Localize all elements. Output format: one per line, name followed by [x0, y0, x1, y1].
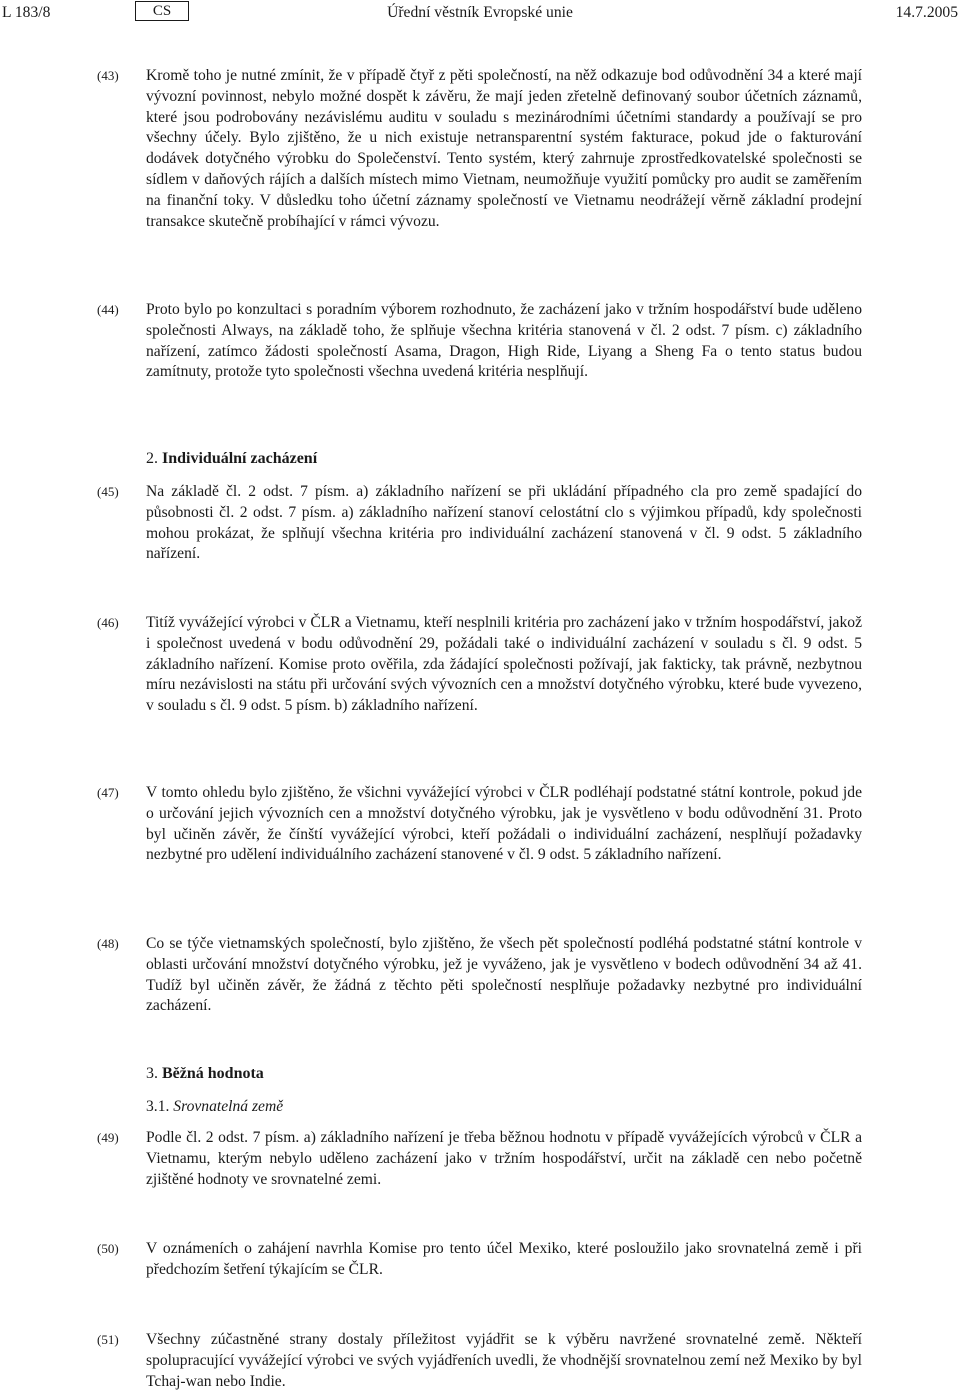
- paragraph-number: (44): [97, 302, 119, 317]
- language-badge: CS: [135, 1, 189, 21]
- paragraph-number: (50): [97, 1241, 119, 1256]
- page-header: [0, 0, 960, 24]
- paragraph-text: Kromě toho je nutné zmínit, že v případě čtyř z pěti společností, na něž odkazuje bod odůvodnění 34 a které mají vývozní povinnost, nebylo možné dospět k závěru, že mají jeden zřetelně definovaný soubor účetních záznamů, které jsou podrobovány nezávislému auditu v souladu s mezinárodními účetními standardy a používají se pro všechny účely. Bylo zjištěno, že u nich existuje netransparentní systém fakturace, pokud jde o fakturování dodávek dotyčného výrobku do Společenství. Tento systém, který zahrnuje zprostředkovatelské společnosti se sídlem v daňových rájích a dalších místech mimo Vietnam, neumožňuje využití pomůcky pro audit se zaměřením na finanční toky. V důsledku toho účetní záznamy společností ve Vietnamu neodrážejí věrně základní prodejní transakce skutečně probíhající v rámci vývozu.: [146, 67, 862, 230]
- journal-title: Úřední věstník Evropské unie: [387, 4, 573, 21]
- paragraph-text: V oznámeních o zahájení navrhla Komise pro tento účel Mexiko, které posloužilo jako srovnatelná země i při předchozím šetření týkajícím se ČLR.: [146, 1240, 862, 1278]
- section-heading-3: [146, 1065, 264, 1083]
- heading-title: Srovnatelná země: [173, 1098, 284, 1115]
- paragraph-44: [0, 300, 960, 383]
- paragraph-number: (47): [97, 785, 119, 800]
- paragraph-number: (45): [97, 484, 119, 499]
- paragraph-number: (51): [97, 1332, 119, 1347]
- heading-title: Individuální zacházení: [162, 450, 318, 467]
- heading-title: Běžná hodnota: [162, 1065, 264, 1082]
- subsection-heading-3-1: [146, 1098, 283, 1116]
- publication-date: 14.7.2005: [895, 4, 958, 21]
- paragraph-text: Podle čl. 2 odst. 7 písm. a) základního nařízení je třeba běžnou hodnotu v případě vyvážejících výrobců v ČLR a Vietnamu, kterým nebylo uděleno zacházení jako v tržním hospodářství, určit na základě cen nebo početně zjištěné hodnoty ve srovnatelné zemi.: [146, 1129, 862, 1188]
- paragraph-text: Na základě čl. 2 odst. 7 písm. a) základního nařízení se při ukládání případného cla pro země spadající do působnosti čl. 2 odst. 7 písm. a) základního nařízení stanoví celostátní clo s výjimkou případů, kdy společnosti mohou prokázat, že splňují všechna kritéria pro individuální zacházení stanovená v čl. 9 odst. 5 základního nařízení.: [146, 483, 862, 563]
- paragraph-48: [0, 934, 960, 1017]
- paragraph-43: [0, 66, 960, 232]
- heading-number: 3.: [146, 1065, 158, 1082]
- heading-number: 2.: [146, 450, 158, 467]
- paragraph-51: [0, 1330, 960, 1392]
- paragraph-49: [0, 1128, 960, 1190]
- paragraph-text: Proto bylo po konzultaci s poradním výborem rozhodnuto, že zacházení jako v tržním hospodářství bude uděleno společnosti Always, na základě toho, že splňuje všechna kritéria stanovená v čl. 2 odst. 7 písm. c) základního nařízení, zatímco žádosti společností Asama, Dragon, High Ride, Liyang a Sheng Fa o tento status budou zamítnuty, protože tyto společnosti všechna uvedená kritéria nesplňují.: [146, 301, 862, 381]
- paragraph-text: V tomto ohledu bylo zjištěno, že všichni vyvážející výrobci v ČLR podléhají podstatné státní kontrole, pokud jde o určování jejich vývozních cen a množství dotyčného výrobku, jak je vysvětleno v bodu odůvodnění 31. Proto byl učiněn závěr, že čínští vyvážející výrobci, kteří požádali o individuální zacházení, nesplňují požadavky nezbytné pro udělení individuálního zacházení stanovené v čl. 9 odst. 5 základního nařízení.: [146, 784, 862, 864]
- paragraph-46: [0, 613, 960, 717]
- paragraph-text: Titíž vyvážející výrobci v ČLR a Vietnamu, kteří nesplnili kritéria pro zacházení jako v tržním hospodářství, jakož i společnost uvedená v bodu odůvodnění 29, požádali také o individuální zacházení v souladu s čl. 9 odst. 5 základního nařízení. Komise proto ověřila, zda žádající společnosti požívají, jak fakticky, tak právně, nezbytnou míru nezávislosti na státu při určování svých vývozních cen a množství dotyčného výrobku, které bude vyvezeno, v souladu s čl. 9 odst. 5 písm. b) základního nařízení.: [146, 614, 862, 715]
- paragraph-number: (49): [97, 1130, 119, 1145]
- paragraph-number: (43): [97, 68, 119, 83]
- heading-number: 3.1.: [146, 1098, 170, 1115]
- paragraph-number: (48): [97, 936, 119, 951]
- paragraph-text: Všechny zúčastněné strany dostaly příležitost vyjádřit se k výběru navržené srovnatelné země. Někteří spolupracující vyvážející výrobci ve svých vyjádřeních uvedli, že vhodnější srovnatelnou zemí než Mexiko by byl Tchaj-wan nebo Indie.: [146, 1331, 862, 1390]
- paragraph-text: Co se týče vietnamských společností, bylo zjištěno, že všech pět společností podléhá podstatné státní kontrole v oblasti určování množství dotyčného výrobku, jež je vyváženo, jak je vysvětleno v bodech odůvodnění 34 až 41. Tudíž byl učiněn závěr, že žádná z těchto pěti společností nesplňuje požadavky nezbytné pro individuální zacházení.: [146, 935, 862, 1015]
- paragraph-45: [0, 482, 960, 565]
- page-reference: L 183/8: [2, 4, 51, 21]
- section-heading-2: [146, 450, 317, 468]
- paragraph-50: [0, 1239, 960, 1281]
- paragraph-number: (46): [97, 615, 119, 630]
- paragraph-47: [0, 783, 960, 866]
